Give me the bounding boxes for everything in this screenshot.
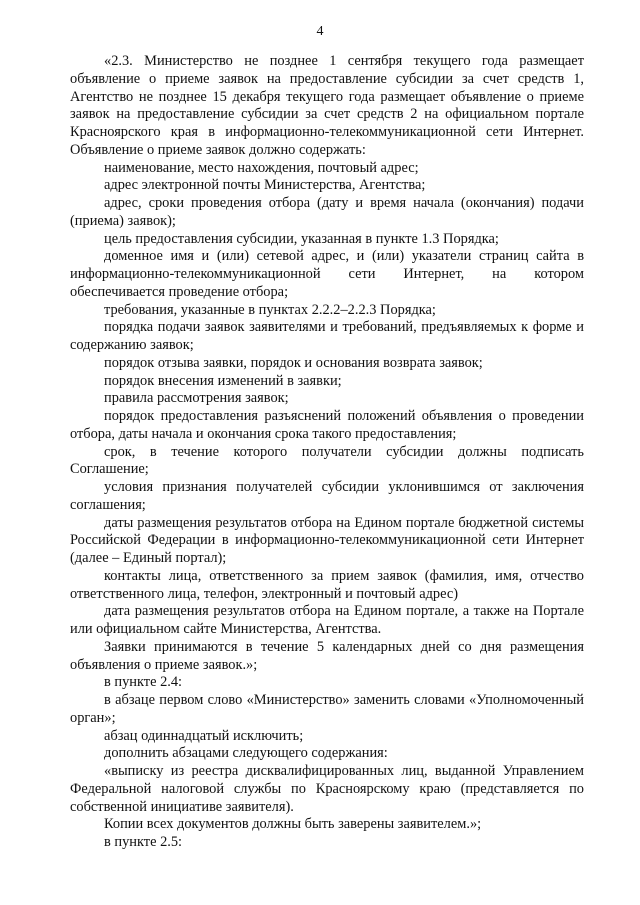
list-item-contacts: контакты лица, ответственного за прием заявок (фамилия, имя, отчество ответственного лица, телефон, электронный и почтовый адрес): [70, 567, 584, 602]
paragraph-add-abzats: дополнить абзацами следующего содержания:: [104, 745, 388, 762]
list-item-evasion-conditions: условия признания получателей субсидии уклонившимся от заключения соглашения;: [70, 479, 584, 513]
page-number: 4: [316, 24, 324, 39]
document-body: [70, 53, 584, 852]
list-item-withdrawal: порядок отзыва заявки, порядок и основания возврата заявок;: [104, 354, 483, 371]
list-item-amendments: порядок внесения изменений в заявки;: [104, 372, 342, 389]
list-item-domain: доменное имя и (или) сетевой адрес, и (или) указатели страниц сайта в информационно-телекоммуникационной сети Интернет, на котором обеспечивается проведение отбора;: [70, 248, 584, 300]
list-item-results-dates: даты размещения результатов отбора на Едином портале бюджетной системы Российской Федерации в информационно-телекоммуникационной сети Интернет (далее – Единый портал);: [70, 514, 584, 566]
paragraph-exclude-eleventh: абзац одиннадцатый исключить;: [104, 727, 304, 744]
list-item-signing-term: срок, в течение которого получатели субсидии должны подписать Соглашение;: [70, 443, 584, 478]
paragraph-clause-2-5: в пункте 2.5:: [104, 834, 183, 850]
paragraph-registry-extract: «выписку из реестра дисквалифицированных лиц, выданной Управлением Федеральной налоговой службы по Красноярскому краю (представляется по собственной инициативе заявителя).: [70, 763, 584, 815]
paragraph-acceptance-term: Заявки принимаются в течение 5 календарных дней со дня размещения объявления о приеме заявок.»;: [70, 638, 584, 673]
list-item-name-address: наименование, место нахождения, почтовый адрес;: [104, 159, 419, 176]
list-item-terms: адрес, сроки проведения отбора (дату и время начала (окончания) подачи (приема) заявок);: [70, 195, 584, 229]
list-item-results-publication: дата размещения результатов отбора на Едином портале, а также на Портале или официальном сайте Министерства, Агентства.: [70, 603, 584, 637]
list-item-email: адрес электронной почты Министерства, Агентства;: [104, 177, 426, 194]
paragraph-copies-certified: Копии всех документов должны быть заверены заявителем.»;: [104, 816, 482, 833]
paragraph-2-3-intro: «2.3. Министерство не позднее 1 сентября текущего года размещает объявление о приеме заявок на предоставление субсидии за счет средств 1, Агентство не позднее 15 декабря текущего года размещает объявление о приеме заявок на предоставление субсидии за счет средств 2 на официальном портале Красноярского края в информационно-телекоммуникационной сети Интернет. Объявление о приеме заявок должно содержать:: [70, 53, 584, 158]
list-item-review-rules: правила рассмотрения заявок;: [104, 390, 289, 407]
paragraph-replace-word: в абзаце первом слово «Министерство» заменить словами «Уполномоченный орган»;: [70, 692, 584, 726]
list-item-submission-procedure: порядка подачи заявок заявителями и требований, предъявляемых к форме и содержанию заявок;: [70, 319, 584, 353]
list-item-purpose: цель предоставления субсидии, указанная в пункте 1.3 Порядка;: [104, 230, 499, 247]
paragraph-clause-2-4: в пункте 2.4:: [104, 674, 183, 691]
list-item-requirements: требования, указанные в пунктах 2.2.2–2.2.3 Порядка;: [104, 301, 436, 318]
list-item-clarifications: порядок предоставления разъяснений положений объявления о проведении отбора, даты начала и окончания срока такого предоставления;: [70, 408, 584, 442]
